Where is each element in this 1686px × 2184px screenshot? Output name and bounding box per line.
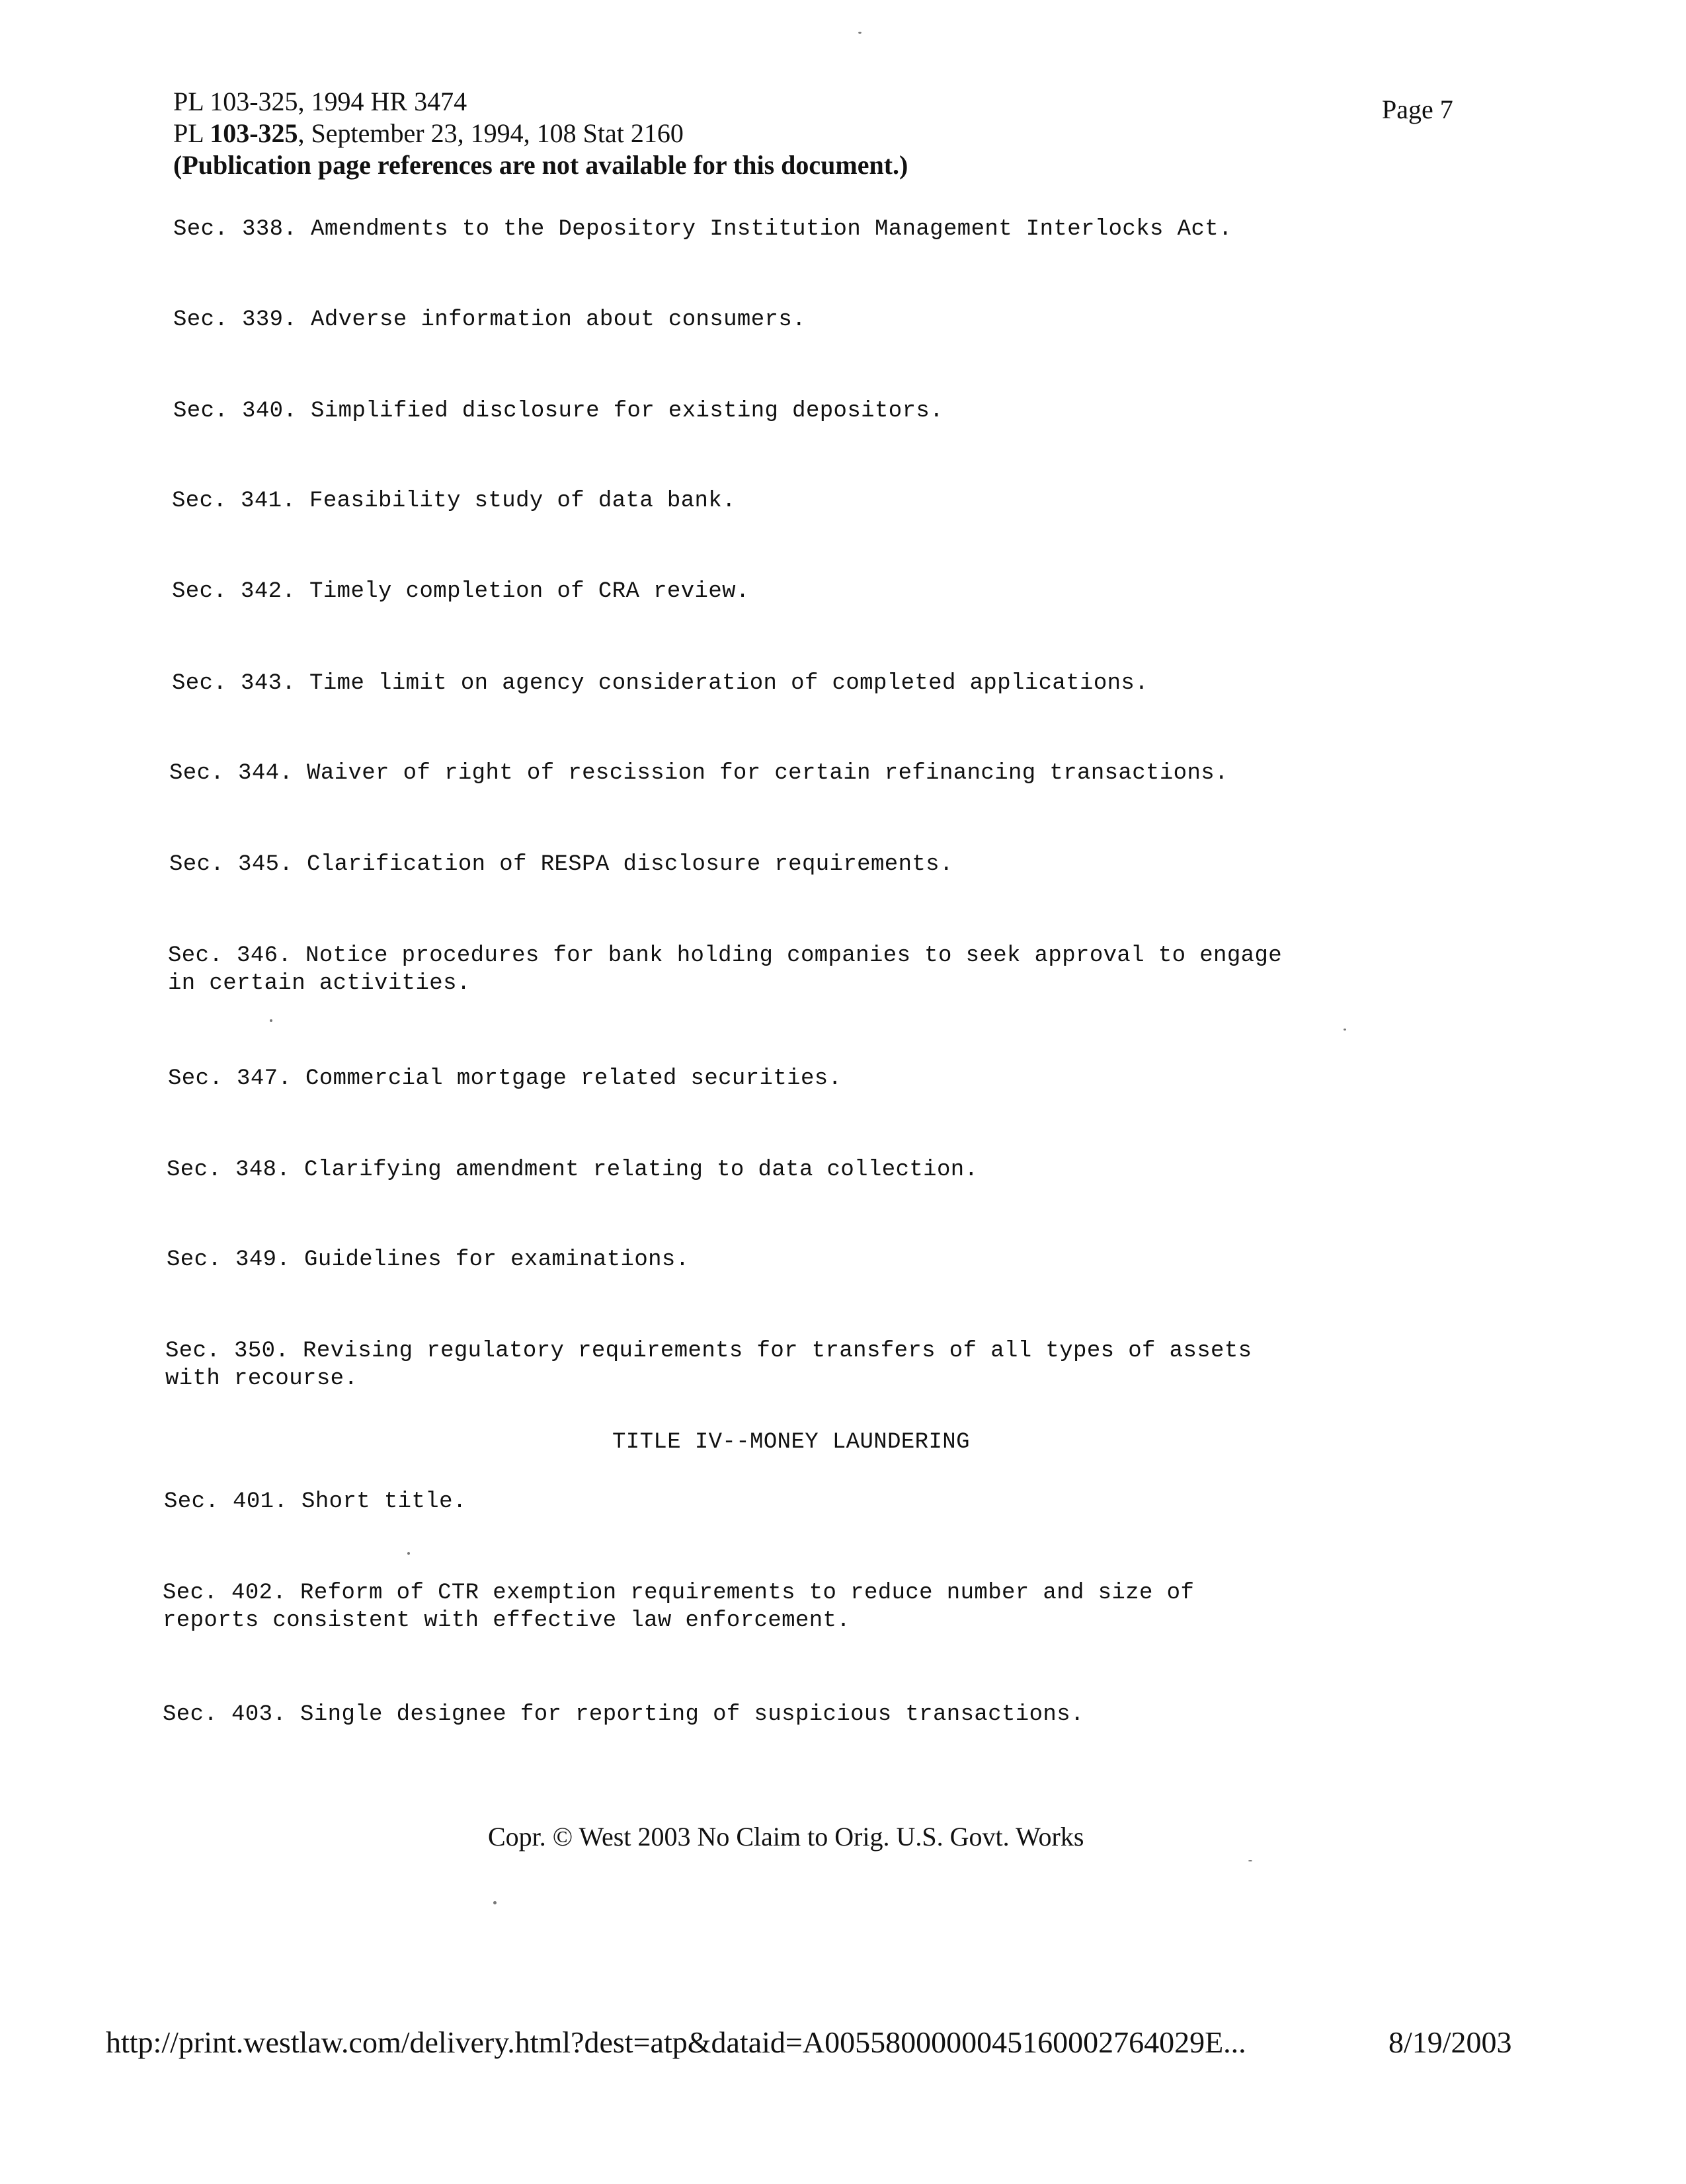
- public-law-prefix: PL: [173, 118, 210, 148]
- publication-note: (Publication page references are not available for this document.): [173, 150, 908, 180]
- section-402-line-1: Sec. 402. Reform of CTR exemption requirements to reduce number and size of: [163, 1580, 1195, 1606]
- section-338: Sec. 338. Amendments to the Depository Institution Management Interlocks Act.: [173, 217, 1232, 242]
- scan-speck: [1248, 1860, 1252, 1861]
- page-number: Page 7: [1382, 95, 1453, 124]
- section-347: Sec. 347. Commercial mortgage related securities.: [168, 1066, 842, 1091]
- public-law-number: 103-325: [210, 118, 298, 148]
- section-403: Sec. 403. Single designee for reporting of suspicious transactions.: [163, 1702, 1084, 1727]
- public-law-date: , September 23, 1994, 108 Stat 2160: [298, 118, 684, 148]
- scan-speck: [407, 1552, 410, 1555]
- section-402-line-2: reports consistent with effective law enforcement.: [163, 1608, 851, 1633]
- section-342: Sec. 342. Timely completion of CRA review.: [172, 579, 750, 604]
- citation-line: PL 103-325, 1994 HR 3474: [173, 87, 467, 116]
- section-346-line-2: in certain activities.: [168, 971, 471, 996]
- section-345: Sec. 345. Clarification of RESPA disclosure requirements.: [169, 852, 953, 877]
- section-348: Sec. 348. Clarifying amendment relating to data collection.: [167, 1157, 979, 1183]
- title-iv-heading: TITLE IV--MONEY LAUNDERING: [612, 1430, 970, 1455]
- section-341: Sec. 341. Feasibility study of data bank.: [172, 488, 736, 514]
- section-339: Sec. 339. Adverse information about consumers.: [173, 307, 806, 332]
- scan-speck: [858, 32, 862, 34]
- section-346-line-1: Sec. 346. Notice procedures for bank holding companies to seek approval to engage: [168, 943, 1283, 968]
- footer-url: http://print.westlaw.com/delivery.html?dest=atp&dataid=A0055800000045160002764029E...: [106, 2025, 1246, 2059]
- scan-speck: [1344, 1029, 1346, 1031]
- section-343: Sec. 343. Time limit on agency consideration of completed applications.: [172, 671, 1149, 696]
- scan-speck: [270, 1019, 272, 1022]
- section-344: Sec. 344. Waiver of right of rescission for certain refinancing transactions.: [169, 761, 1228, 786]
- copyright-notice: Copr. © West 2003 No Claim to Orig. U.S. Govt. Works: [488, 1822, 1084, 1852]
- section-350-line-2: with recourse.: [165, 1366, 358, 1391]
- section-350-line-1: Sec. 350. Revising regulatory requirements for transfers of all types of assets: [165, 1339, 1252, 1364]
- section-340: Sec. 340. Simplified disclosure for existing depositors.: [173, 399, 943, 424]
- footer-date: 8/19/2003: [1388, 2025, 1512, 2059]
- scan-speck: [493, 1901, 497, 1904]
- section-401: Sec. 401. Short title.: [164, 1489, 467, 1514]
- section-349: Sec. 349. Guidelines for examinations.: [167, 1247, 690, 1272]
